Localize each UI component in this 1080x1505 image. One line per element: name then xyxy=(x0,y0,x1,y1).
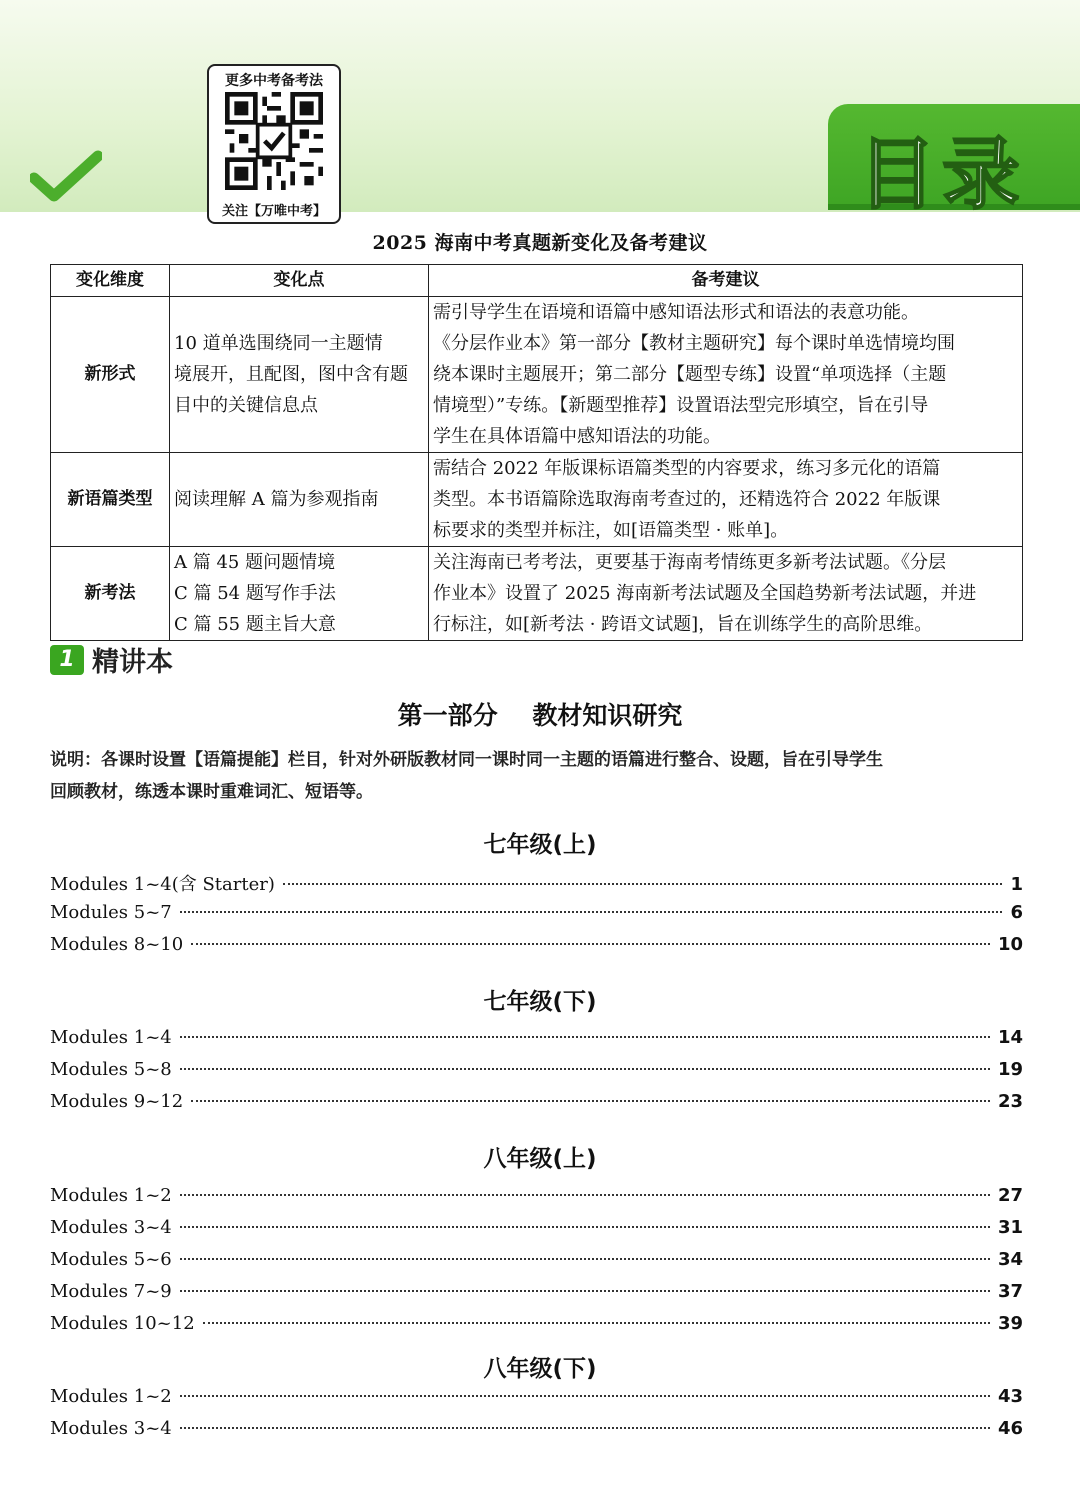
toc-leader-dots xyxy=(283,883,1003,885)
toc-leader-dots xyxy=(180,1226,990,1228)
part-heading: 第一部分 教材知识研究 xyxy=(397,701,683,730)
toc-entry-label: Modules 9~12 xyxy=(50,1091,184,1112)
table-title: 2025 海南中考真题新变化及备考建议 xyxy=(372,232,708,254)
toc-leader-dots xyxy=(180,1068,990,1070)
toc-leader-dots xyxy=(180,1258,990,1260)
toc-entry[interactable] xyxy=(50,1313,1023,1343)
note-paragraph xyxy=(50,744,1030,808)
toc-entry-label: Modules 1~4 xyxy=(50,1027,172,1048)
row-points xyxy=(170,547,429,641)
point-line: C 篇 55 题主旨大意 xyxy=(174,614,336,635)
row-advice xyxy=(429,453,1023,547)
point-line: C 篇 54 题写作手法 xyxy=(174,583,336,604)
toc-entry[interactable] xyxy=(50,1059,1023,1089)
toc-entry[interactable] xyxy=(50,1185,1023,1215)
toc-leader-dots xyxy=(180,1427,990,1429)
point-line: A 篇 45 题问题情境 xyxy=(174,552,336,573)
toc-entry-label: Modules 7~9 xyxy=(50,1281,172,1302)
row-advice xyxy=(429,547,1023,641)
section-title: 精讲本 xyxy=(92,647,173,678)
toc-leader-dots xyxy=(180,1194,990,1196)
toc-entry[interactable] xyxy=(50,1386,1023,1416)
note-line: 回顾教材，练透本课时重难词汇、短语等。 xyxy=(50,782,373,802)
toc-entry-page: 1 xyxy=(1010,874,1023,895)
toc-leader-dots xyxy=(180,1036,990,1038)
toc-entry-label: Modules 1~2 xyxy=(50,1386,172,1407)
table-row xyxy=(51,453,1023,547)
toc-entry-page: 46 xyxy=(997,1418,1023,1439)
toc-entry-label: Modules 5~7 xyxy=(50,902,172,923)
row-dimension: 新考法 xyxy=(51,547,170,641)
advice-line: 绕本课时主题展开；第二部分【题型专练】设置“单项选择（主题 xyxy=(433,364,947,385)
toc-entry[interactable] xyxy=(50,1091,1023,1121)
check-mark-icon xyxy=(30,150,102,202)
toc-entry[interactable] xyxy=(50,934,1023,964)
toc-entry-label: Modules 3~4 xyxy=(50,1418,172,1439)
toc-entry-page: 14 xyxy=(997,1027,1023,1048)
toc-entry-page: 43 xyxy=(997,1386,1023,1407)
toc-entry[interactable] xyxy=(50,1249,1023,1279)
toc-entry-page: 23 xyxy=(997,1091,1023,1112)
toc-entry[interactable] xyxy=(50,1027,1023,1057)
toc-tab xyxy=(828,104,1080,220)
toc-entry[interactable] xyxy=(50,1281,1023,1311)
advice-line: 《分层作业本》第一部分【教材主题研究】每个课时单选情境均围 xyxy=(433,333,955,354)
toc-tab-title: 目录 xyxy=(858,130,1027,220)
grade-heading: 八年级(下) xyxy=(483,1356,597,1382)
point-line: 10 道单选围绕同一主题情 xyxy=(174,333,383,354)
advice-line: 作业本》设置了 2025 海南新考法试题及全国趋势新考法试题，并进 xyxy=(433,583,977,604)
toc-entry-page: 19 xyxy=(997,1059,1023,1080)
toc-leader-dots xyxy=(203,1322,990,1324)
advice-line: 类型。本书语篇除选取海南考查过的，还精选符合 2022 年版课 xyxy=(433,489,941,510)
toc-entry-page: 10 xyxy=(997,934,1023,955)
toc-leader-dots xyxy=(180,1395,990,1397)
toc-entry[interactable] xyxy=(50,870,1023,900)
grade-heading: 八年级(上) xyxy=(483,1146,597,1172)
toc-entry-label: Modules 5~6 xyxy=(50,1249,172,1270)
header-advice: 备考建议 xyxy=(429,265,1023,297)
grade-heading: 七年级(下) xyxy=(483,989,597,1015)
toc-entry-page: 31 xyxy=(997,1217,1023,1238)
advice-line: 关注海南已考考法，更要基于海南考情练更多新考法试题。《分层 xyxy=(433,552,946,573)
advice-line: 需结合 2022 年版课标语篇类型的内容要求，练习多元化的语篇 xyxy=(433,458,941,479)
toc-entry-page: 37 xyxy=(997,1281,1023,1302)
header-change-point: 变化点 xyxy=(170,265,429,297)
point-line: 境展开，且配图，图中含有题 xyxy=(174,364,408,385)
qr-top-text: 更多中考备考法 xyxy=(225,73,323,89)
change-table xyxy=(50,264,1023,641)
toc-entry[interactable] xyxy=(50,902,1023,932)
toc-entry-label: Modules 3~4 xyxy=(50,1217,172,1238)
row-points xyxy=(170,453,429,547)
toc-entry-label: Modules 5~8 xyxy=(50,1059,172,1080)
qr-bottom-text: 关注【万唯中考】 xyxy=(221,204,326,219)
table-header-row xyxy=(51,265,1023,297)
qr-code-icon xyxy=(225,92,323,190)
advice-line: 情境型）”专练。【新题型推荐】设置语法型完形填空，旨在引导 xyxy=(433,395,929,416)
toc-entry-page: 39 xyxy=(997,1313,1023,1334)
toc-entry-page: 6 xyxy=(1010,902,1023,923)
toc-entry-label: Modules 8~10 xyxy=(50,934,184,955)
toc-leader-dots xyxy=(191,943,990,945)
advice-line: 学生在具体语篇中感知语法的功能。 xyxy=(433,426,721,447)
row-advice xyxy=(429,297,1023,453)
table-row xyxy=(51,547,1023,641)
toc-leader-dots xyxy=(191,1100,990,1102)
toc-entry-page: 34 xyxy=(997,1249,1023,1270)
row-dimension: 新形式 xyxy=(51,297,170,453)
toc-entry-label: Modules 1~4(含 Starter) xyxy=(50,874,275,895)
qr-code-card[interactable] xyxy=(207,64,341,224)
point-line: 阅读理解 A 篇为参观指南 xyxy=(174,489,379,510)
toc-entry-label: Modules 1~2 xyxy=(50,1185,172,1206)
header-dimension: 变化维度 xyxy=(51,265,170,297)
advice-line: 需引导学生在语境和语篇中感知语法形式和语法的表意功能。 xyxy=(433,302,919,323)
note-line: 说明：各课时设置【语篇提能】栏目，针对外研版教材同一课时同一主题的语篇进行整合、设题，旨在引导学生 xyxy=(50,750,883,770)
advice-line: 行标注，如[新考法 · 跨语文试题]，旨在训练学生的高阶思维。 xyxy=(433,614,933,635)
toc-entry-label: Modules 10~12 xyxy=(50,1313,195,1334)
point-line: 目中的关键信息点 xyxy=(174,395,318,416)
section-badge-icon: 1 xyxy=(50,645,84,675)
row-points xyxy=(170,297,429,453)
row-dimension: 新语篇类型 xyxy=(51,453,170,547)
advice-line: 标要求的类型并标注，如[语篇类型 · 账单]。 xyxy=(433,520,789,541)
toc-entry[interactable] xyxy=(50,1418,1023,1448)
toc-leader-dots xyxy=(180,1290,990,1292)
table-row xyxy=(51,297,1023,453)
toc-leader-dots xyxy=(180,911,1003,913)
grade-heading: 七年级(上) xyxy=(483,832,597,858)
toc-entry[interactable] xyxy=(50,1217,1023,1247)
toc-entry-page: 27 xyxy=(997,1185,1023,1206)
